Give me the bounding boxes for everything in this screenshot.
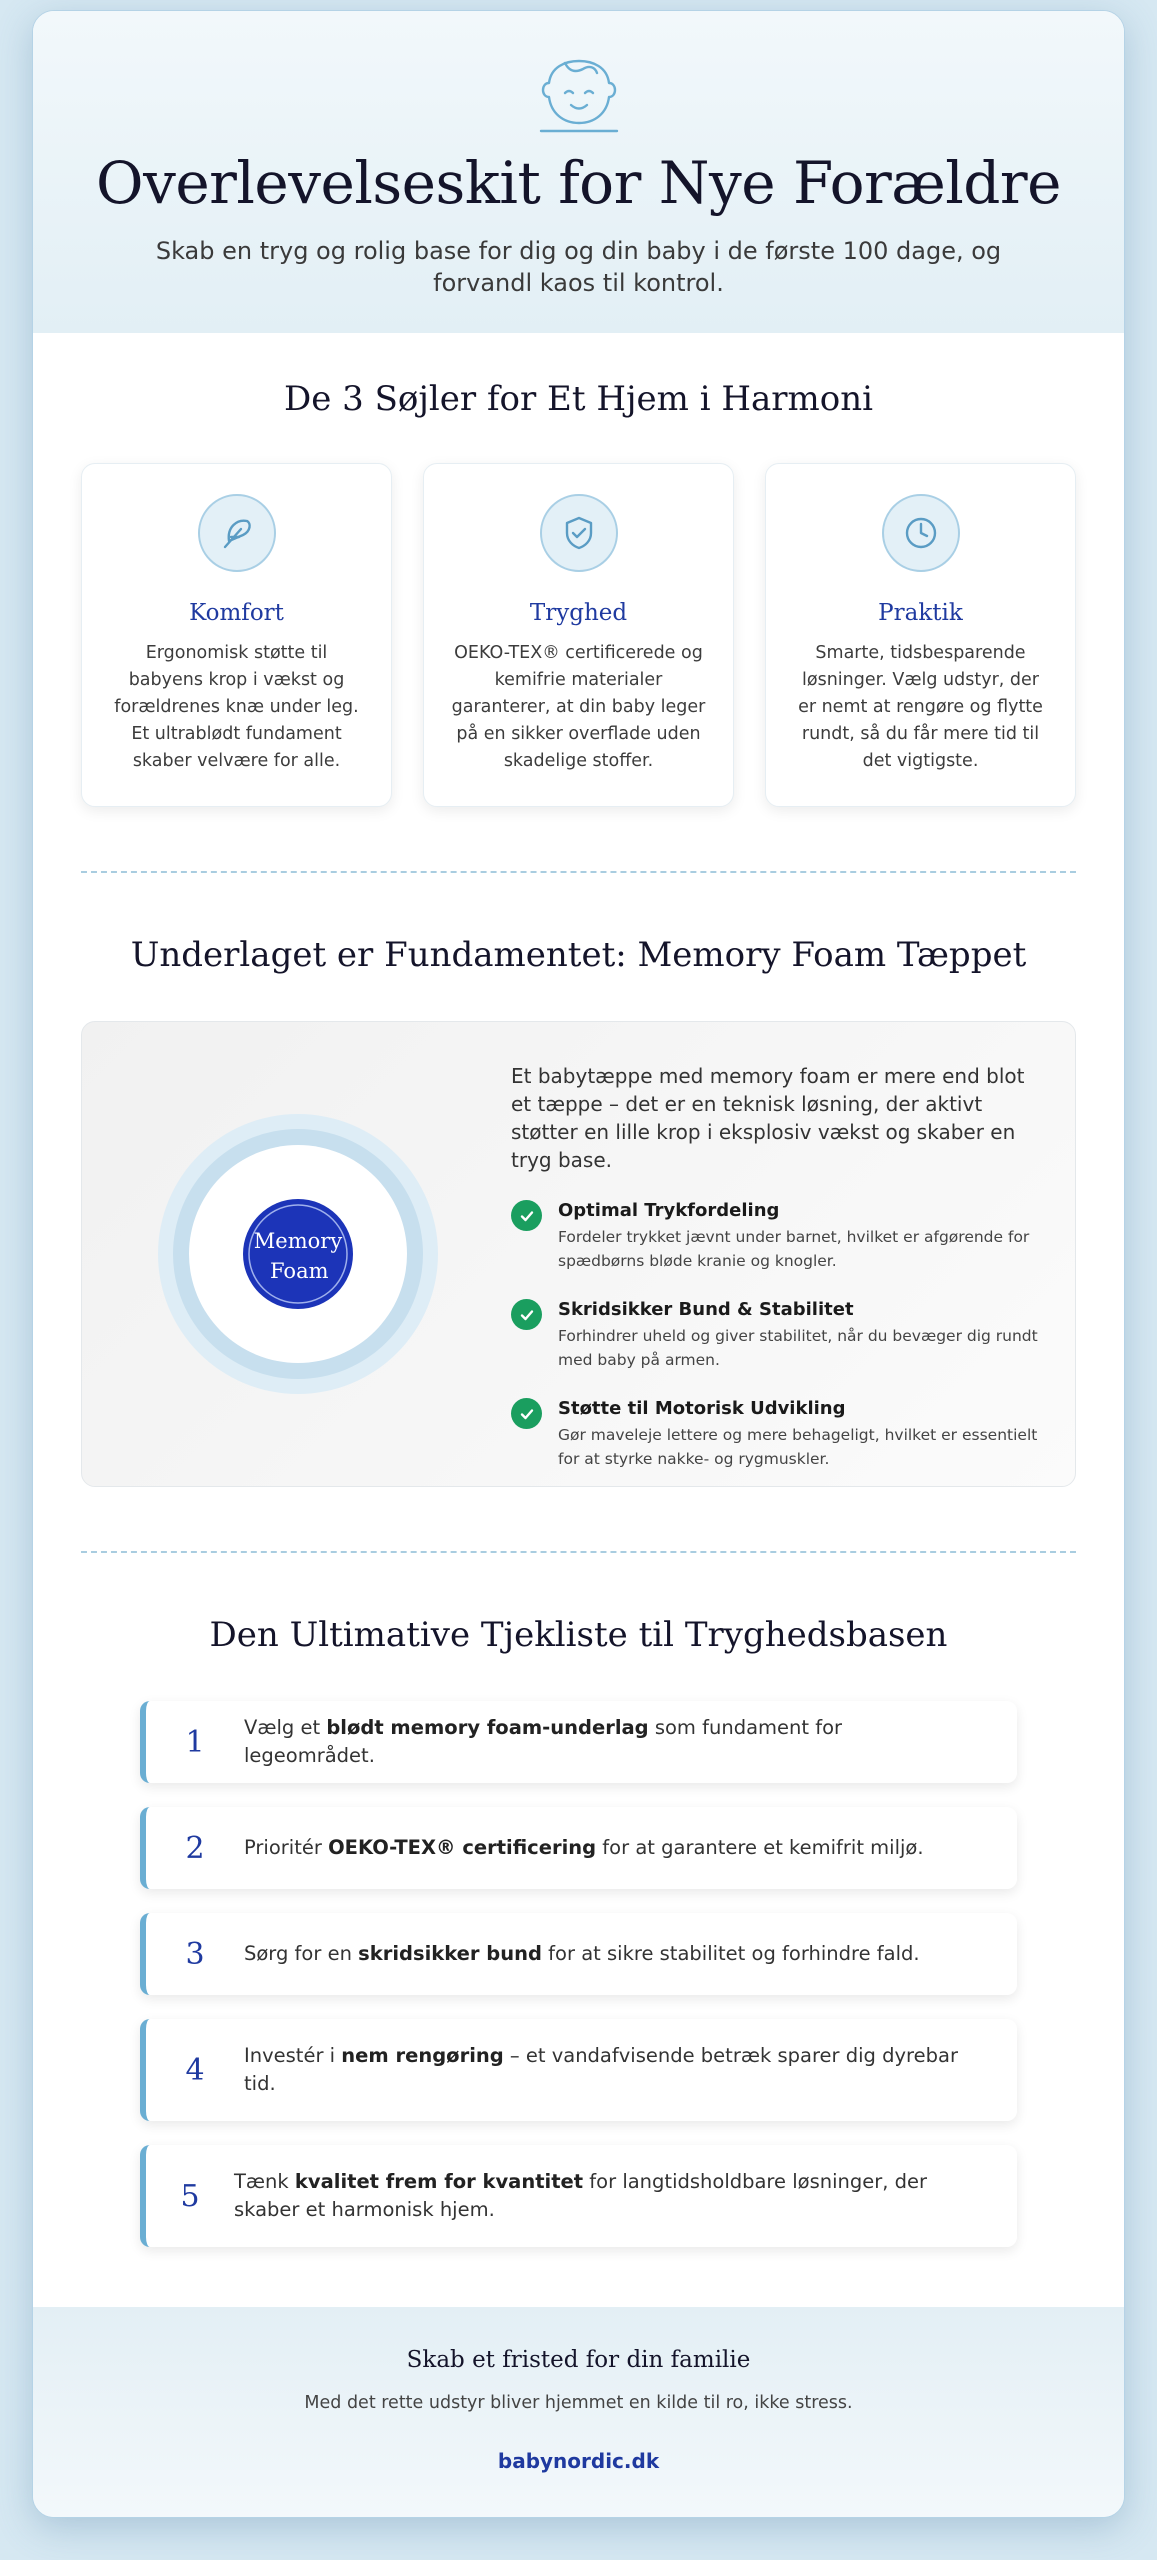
pillar-text: OEKO-TEX® certificerede og kemifrie materialer garanterer, at din baby leger på en sikker overflade uden skadelige stoffer. [451,643,706,771]
step-text: Prioritér OEKO-TEX® certificering for at garantere et kemifrit miljø. [244,1836,924,1859]
hero-header [33,11,1124,333]
check-icon [511,1200,542,1231]
feature-title: Optimal Trykfordeling [558,1200,780,1221]
feature-item [511,1398,1041,1471]
feature-text: Gør maveleje lettere og mere behageligt, hvilket er essentielt for at styrke nakke- og rygmuskler. [558,1426,1038,1468]
step-number: 3 [185,1936,205,1972]
checklist-item [140,1913,1017,1995]
checklist-title: Den Ultimative Tjekliste til Tryghedsbasen [209,1615,948,1655]
feature-text: Forhindrer uheld og giver stabilitet, når du bevæger dig rundt med baby på armen. [558,1327,1038,1369]
check-icon [511,1299,542,1330]
infographic-page [32,10,1125,2518]
footer-title: Skab et fristed for din familie [406,2347,751,2373]
footer-text: Med det rette udstyr bliver hjemmet en kilde til ro, ikke stress. [304,2393,853,2413]
checklist-item [140,1701,1017,1783]
foam-badge-line2: Foam [270,1259,329,1283]
memory-foam-graphic [156,1112,440,1396]
check-icon [511,1398,542,1429]
pillar-text: Ergonomisk støtte til babyens krop i vækst og forældrenes knæ under leg. Et ultrablødt fundament skaber velvære for alle. [114,643,359,771]
pillar-card-komfort [81,463,392,807]
section-divider [81,871,1076,873]
pillars-title: De 3 Søjler for Et Hjem i Harmoni [283,379,874,419]
section-divider [81,1551,1076,1553]
checklist [140,1701,1017,2247]
foam-content [511,1062,1041,1471]
feature-text: Fordeler trykket jævnt under barnet, hvilket er afgørende for spædbørns bløde kranie og knogler. [558,1228,1030,1270]
foam-panel [81,1021,1076,1487]
feature-title: Støtte til Motorisk Udvikling [558,1398,846,1419]
pillar-name: Tryghed [529,600,628,626]
step-number: 1 [185,1724,205,1760]
pillar-name: Praktik [878,600,963,626]
checklist-item [140,2019,1017,2121]
step-number: 2 [185,1830,205,1866]
step-number: 4 [185,2052,205,2088]
step-text: Sørg for en skridsikker bund for at sikre stabilitet og forhindre fald. [244,1942,920,1965]
step-number: 5 [180,2178,200,2214]
step-text: Vælg et blødt memory foam-underlag som fundament for legeområdet. [244,1716,843,1767]
foam-intro: Et babytæppe med memory foam er mere end blot et tæppe – det er en teknisk løsning, der aktivt støtter en lille krop i eksplosiv vækst og skaber en tryg base. [511,1064,1025,1172]
checklist-item [140,2145,1017,2247]
feature-title: Skridsikker Bund & Stabilitet [558,1299,854,1320]
page-subtitle: Skab en tryg og rolig base for dig og din baby i de første 100 dage, og forvandl kaos til kontrol. [155,237,1002,297]
clock-icon [882,494,960,572]
foam-section-title: Underlaget er Fundamentet: Memory Foam Tæppet [130,935,1027,975]
baby-face-icon [531,57,627,133]
checklist-item [140,1807,1017,1889]
footer [33,2307,1124,2517]
feature-item [511,1299,1041,1372]
feature-item [511,1200,1041,1273]
website-link[interactable]: babynordic.dk [497,2449,660,2473]
pillars-row [81,463,1076,807]
feather-icon [198,494,276,572]
foam-badge-line1: Memory [253,1229,343,1253]
pillar-card-tryghed [423,463,734,807]
pillar-name: Komfort [189,600,284,626]
step-text: Investér i nem rengøring – et vandafvisende betræk sparer dig dyrebar tid. [244,2044,958,2095]
page-title: Overlevelseskit for Nye Forældre [96,149,1061,217]
pillar-card-praktik [765,463,1076,807]
pillar-text: Smarte, tidsbesparende løsninger. Vælg udstyr, der er nemt at rengøre og flytte rundt, så du får mere tid til det vigtigste. [798,643,1043,771]
step-text: Tænk kvalitet frem for kvantitet for langtidsholdbare løsninger, der skaber et harmonisk hjem. [234,2170,928,2221]
shield-check-icon [540,494,618,572]
